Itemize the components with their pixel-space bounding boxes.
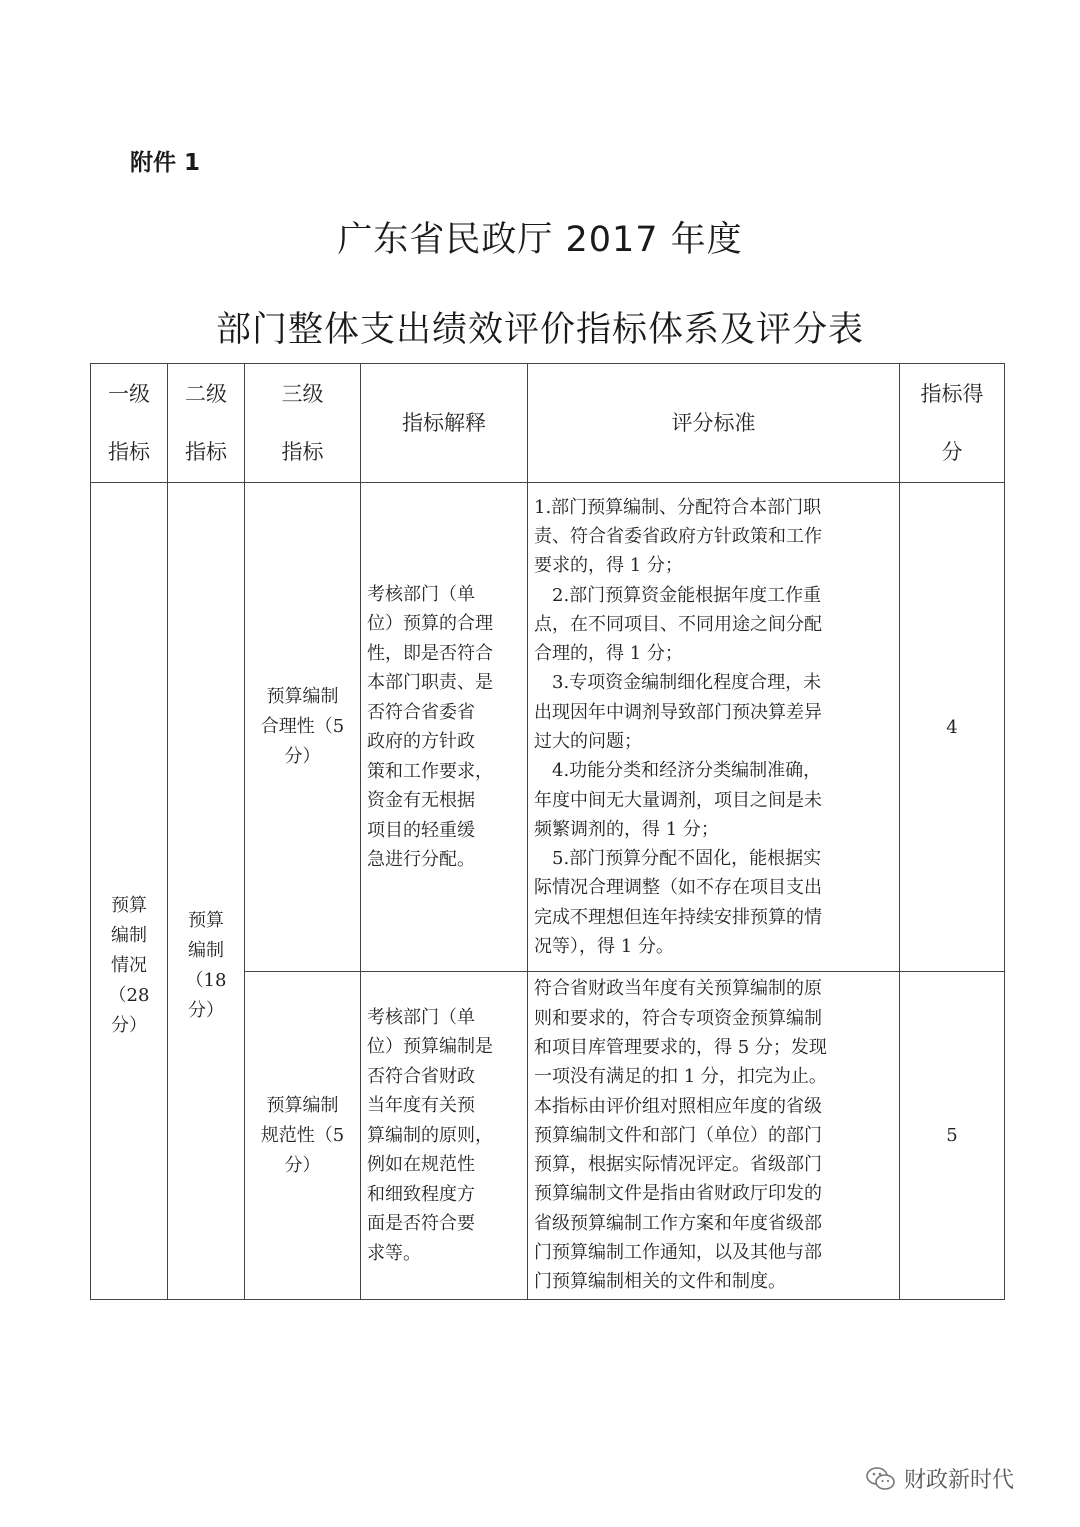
wechat-icon — [866, 1466, 896, 1492]
watermark-text: 财政新时代 — [904, 1468, 1015, 1493]
level3-cell: 预算编制 规范性（5 分） — [245, 972, 361, 1300]
explanation-cell: 考核部门（单 位）预算编制是 否符合省财政 当年度有关预 算编制的原则， 例如在规范性 和细致程度方 面是否符合要 求等。 — [361, 972, 528, 1300]
criteria-cell: 符合省财政当年度有关预算编制的原 则和要求的，符合专项资金预算编制 和项目库管理要求的，得 5 分；发现 一项没有满足的扣 1 分，扣完为止。 本指标由评价组对照相应年度的省级 预算编制文件和部门（单位）的部门 预算，根据实际情况评定。省级部门 预算编制文件是指由省财政厅印发的 省级预算编制工作方案和年度省级部 门预算编制工作通知，以及其他与部 门预算编制相关的文件和制度。 — [528, 972, 900, 1300]
header-level2: 二级 指标 — [168, 364, 245, 483]
header-criteria: 评分标准 — [528, 364, 900, 483]
score-cell: 5 — [900, 972, 1005, 1300]
header-level3: 三级 指标 — [245, 364, 361, 483]
level3-cell: 预算编制 合理性（5 分） — [245, 483, 361, 972]
score-cell: 4 — [900, 483, 1005, 972]
criteria-cell: 1.部门预算编制、分配符合本部门职 责、符合省委省政府方针政策和工作 要求的，得 1 分； 2.部门预算资金能根据年度工作重 点，在不同项目、不同用途之间分配 合理的，得 1 分； 3.专项资金编制细化程度合理，未 出现因年中调剂导致部门预决算差异 过大的问题； 4.功能分类和经济分类编制准确， 年度中间无大量调剂，项目之间是未 频繁调剂的，得 1 分； 5.部门预算分配不固化，能根据实 际情况合理调整（如不存在项目支出 完成不理想但连年持续安排预算的情 况等），得 1 分。 — [528, 483, 900, 972]
document-title-line2: 部门整体支出绩效评价指标体系及评分表 — [215, 310, 864, 350]
header-score: 指标得 分 — [900, 364, 1005, 483]
document-title-line1: 广东省民政厅 2017 年度 — [337, 220, 743, 260]
header-level1: 一级 指标 — [91, 364, 168, 483]
level1-cell: 预算 编制 情况 （28 分） — [91, 483, 168, 1300]
table-header-row — [91, 364, 1005, 483]
header-explanation: 指标解释 — [361, 364, 528, 483]
evaluation-table — [90, 363, 1005, 1300]
level2-cell: 预算 编制 （18 分） — [168, 483, 245, 1300]
watermark — [866, 1463, 1014, 1494]
table-row — [91, 483, 1005, 972]
explanation-cell: 考核部门（单 位）预算的合理 性，即是否符合 本部门职责、是 否符合省委省 政府的方针政 策和工作要求， 资金有无根据 项目的轻重缓 急进行分配。 — [361, 483, 528, 972]
attachment-label: 附件 1 — [130, 150, 201, 176]
